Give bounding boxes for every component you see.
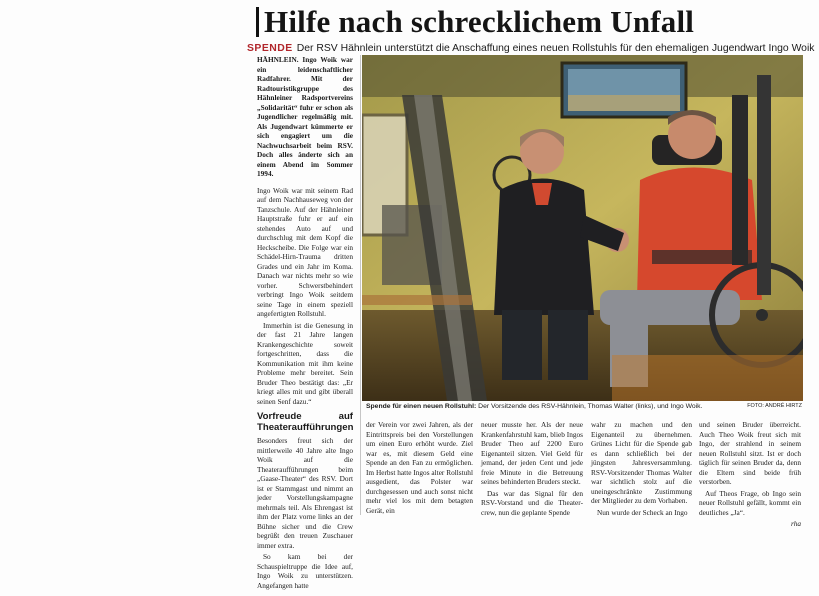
body-paragraph: Immerhin ist die Genesung in der fast 21 Jahre langen Krankengeschichte soweit fortgeschritten, dass die Kommunikation mit ihm keine Probleme mehr bereitet. Sein Bruder Theo bestätigt das: „Er kriegt alles mit und gibt überall seinen Senf dazu.“ (257, 320, 353, 406)
author-initials: rha (790, 519, 801, 528)
kicker-label: SPENDE (247, 43, 293, 54)
body-paragraph: Auf Theos Frage, ob Ingo sein neuer Rollstuhl gefällt, kommt ein deutliches „Ja“. (699, 488, 801, 517)
subheading: Vorfreude auf Theateraufführungen (257, 411, 354, 433)
body-paragraph: der Verein vor zwei Jahren, als der Eintrittspreis bei den Vorstellungen um einen Euro erhöht wurde. Ziel war es, mit diesem Geld eine Spende an den Fan zu ermöglichen. Im Herbst hatte Ingos alter Rollstuhl ausgedient, das Polster war durchgesessen und auch sonst nicht mehr viel los mit dem betagten Gerät, ein (366, 420, 473, 515)
subline (247, 43, 819, 55)
caption-text: Der Vorsitzende des RSV-Hähnlein, Thomas Walter (links), und Ingo Woik. (478, 403, 703, 410)
headline (256, 4, 816, 40)
body-paragraph: So kam bei der Schauspieltruppe die Idee auf, Ingo Woik zu unterstützen. Angefangen hatte (257, 552, 353, 590)
column-divider (360, 55, 361, 515)
body-paragraph: neuer musste her. Als der neue Krankenfahrstuhl kam, blieb Ingos Bruder Theo auf 2200 Euro Eigenanteil sitzen. Viel Geld für jemand, der jeden Cent und jede freie Minute in die Betreuung seines behinderten Bruders steckt. (481, 420, 583, 486)
photo-caption (366, 402, 802, 411)
body-paragraph: und seinen Bruder überreicht. Auch Theo Woik freut sich mit Ingo, der strahlend in seinem neuen Rollstuhl sitzt. Ist er doch täglich für seinen Bruder da, denn die Eltern sind beide früh verstorben. (699, 420, 801, 486)
article-column-1 (257, 55, 353, 592)
article-column-4 (591, 420, 692, 519)
caption-lead: Spende für einen neuen Rollstuhl: (366, 403, 477, 410)
body-paragraph: Besonders freut sich der mittlerweile 40 Jahre alte Ingo Woik auf die Theateraufführungen beim „Gaase-Theater“ des RSV. Dort ist er Stammgast und nimmt an jeder Vorstellungskampagne mehrmals teil. Als Ehrengast ist ihm der Platz vorne links an der Bühne sicher und die Crew begrüßt den treuen Zuschauer immer extra. (257, 436, 353, 550)
article-column-2 (366, 420, 473, 517)
body-paragraph: Ingo Woik war mit seinem Rad auf dem Nachhauseweg von der Tanzschule. Auf der Hähnleiner Hauptstraße fuhr er auf ein stehendes Auto auf und durchschlug mit dem Kopf die Heckscheibe. Die Folge war ein Schädel-Hirn-Trauma dritten Grades und ein Jahr im Koma. Danach war nichts mehr so wie vorher. Schwerstbehindert verbringt Ingo Woik seitdem seine Tage in einem speziell angefertigten Rollstuhl. (257, 185, 353, 318)
subline-text: Der RSV Hähnlein unterstützt die Anschaffung eines neuen Rollstuhls für den ehemaligen Jugendwart Ingo Woik (296, 43, 815, 54)
lead-paragraph: HÄHNLEIN. Ingo Woik war ein leidenschaftlicher Radfahrer. Mit der Radtouristikgruppe des Hähnleiner Radsportvereins „Solidarität“ fuhr er schon als Jugendlicher regelmäßig mit. Als Jugendwart kümmerte er sich engagiert um die Nachwuchsarbeit beim RSV. Doch alles änderte sich an einem Abend im Sommer 1994. (257, 55, 353, 178)
article-column-5 (699, 420, 801, 531)
body-paragraph: Nun wurde der Scheck an Ingo (597, 507, 688, 517)
article-photo (362, 55, 803, 401)
photo-credit: FOTO: ANDRÉ HIRTZ (747, 403, 802, 409)
body-paragraph: wahr zu machen und den Eigenanteil zu übernehmen. Grünes Licht für die Spende gab es dann schließlich bei der jüngsten Jahresversammlung. RSV-Vorsitzender Thomas Walter war sichtlich stolz auf die uneingeschränkte Zustimmung der Mitglieder zu dem Vorhaben. (591, 420, 692, 505)
headline-rule (256, 7, 259, 37)
article-column-3 (481, 420, 583, 519)
body-paragraph: Das war das Signal für den RSV-Vorstand und die Theater-crew, nun die geplante Spende (481, 488, 583, 517)
photo-illustration (362, 55, 803, 401)
headline-text: Hilfe nach schrecklichem Unfall (264, 4, 695, 39)
